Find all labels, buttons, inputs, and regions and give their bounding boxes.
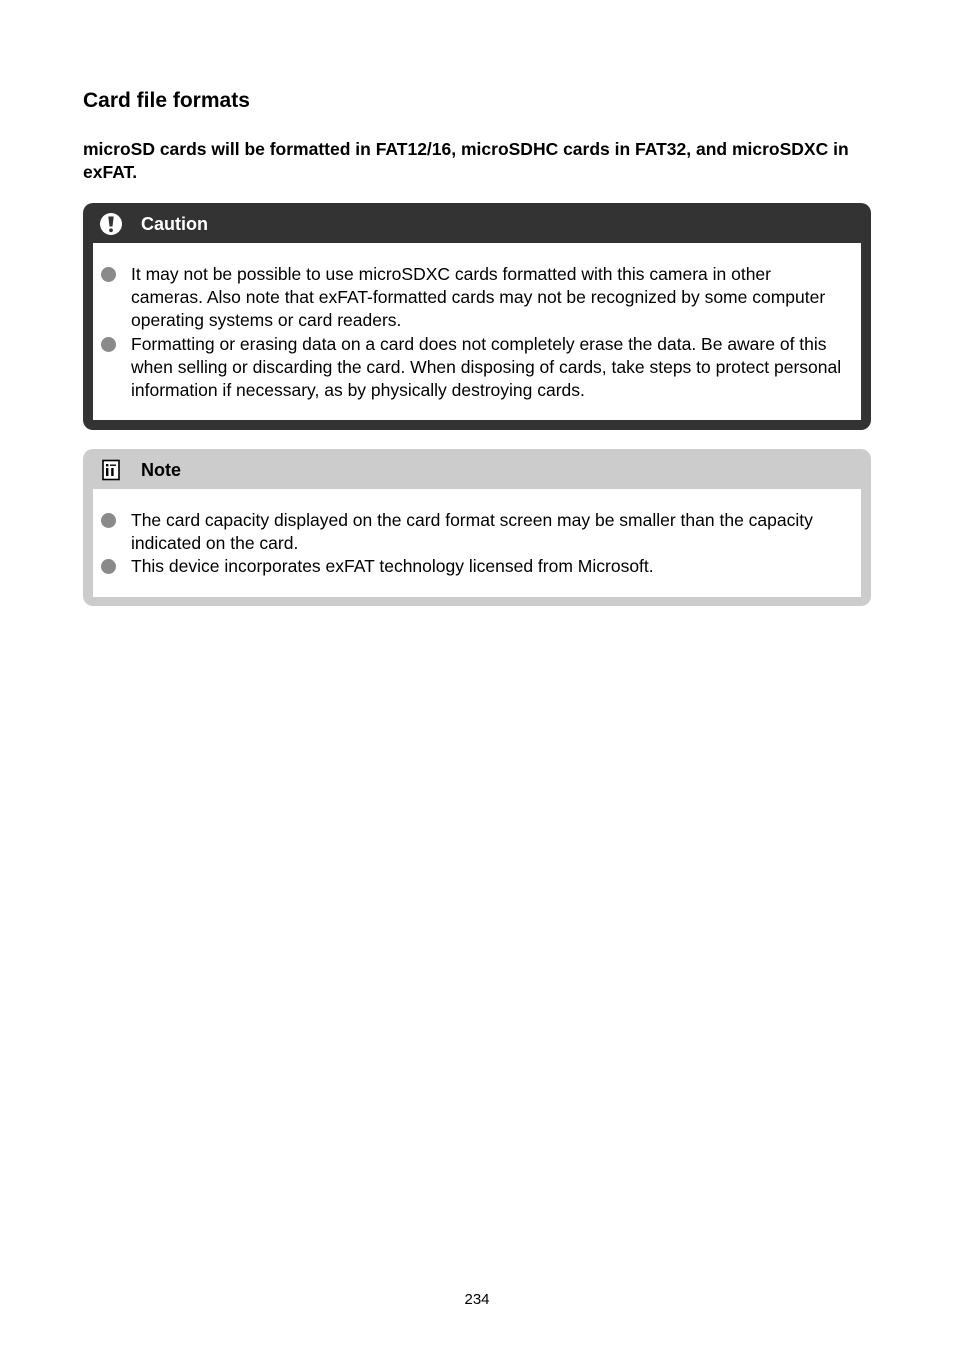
bullet-icon [101, 513, 116, 528]
list-item [93, 263, 861, 333]
bullet-icon [101, 337, 116, 352]
list-item [93, 555, 861, 578]
note-header [93, 449, 861, 489]
note-body [93, 489, 861, 597]
list-item [93, 509, 861, 555]
page-number: 234 [464, 1291, 490, 1308]
bullet-icon [101, 267, 116, 282]
list-item-text: The card capacity displayed on the card format screen may be smaller than the capacity indicated on the card. [131, 510, 813, 554]
caution-header [93, 203, 861, 243]
list-item-text: This device incorporates exFAT technology licensed from Microsoft. [131, 556, 654, 577]
note-box [83, 449, 871, 606]
note-list [93, 509, 861, 579]
caution-title: Caution [141, 214, 208, 234]
bullet-icon [101, 559, 116, 574]
caution-list [93, 263, 861, 402]
section-title: Card file formats [83, 89, 250, 112]
caution-box [83, 203, 871, 430]
list-item-text: Formatting or erasing data on a card does not completely erase the data. Be aware of this when selling or discarding the card. When disposing of cards, take steps to protect personal information if necessary, as by physically destroying cards. [131, 333, 842, 401]
note-icon [99, 458, 123, 482]
caution-body [93, 243, 861, 420]
caution-icon [99, 212, 123, 236]
lead-paragraph: microSD cards will be formatted in FAT12/16, microSDHC cards in FAT32, and microSDXC in exFAT. [83, 139, 849, 182]
note-title: Note [141, 460, 181, 480]
list-item [93, 333, 861, 403]
list-item-text: It may not be possible to use microSDXC cards formatted with this camera in other cameras. Also note that exFAT-formatted cards may not be recognized by some computer operating systems or card readers. [131, 264, 826, 331]
